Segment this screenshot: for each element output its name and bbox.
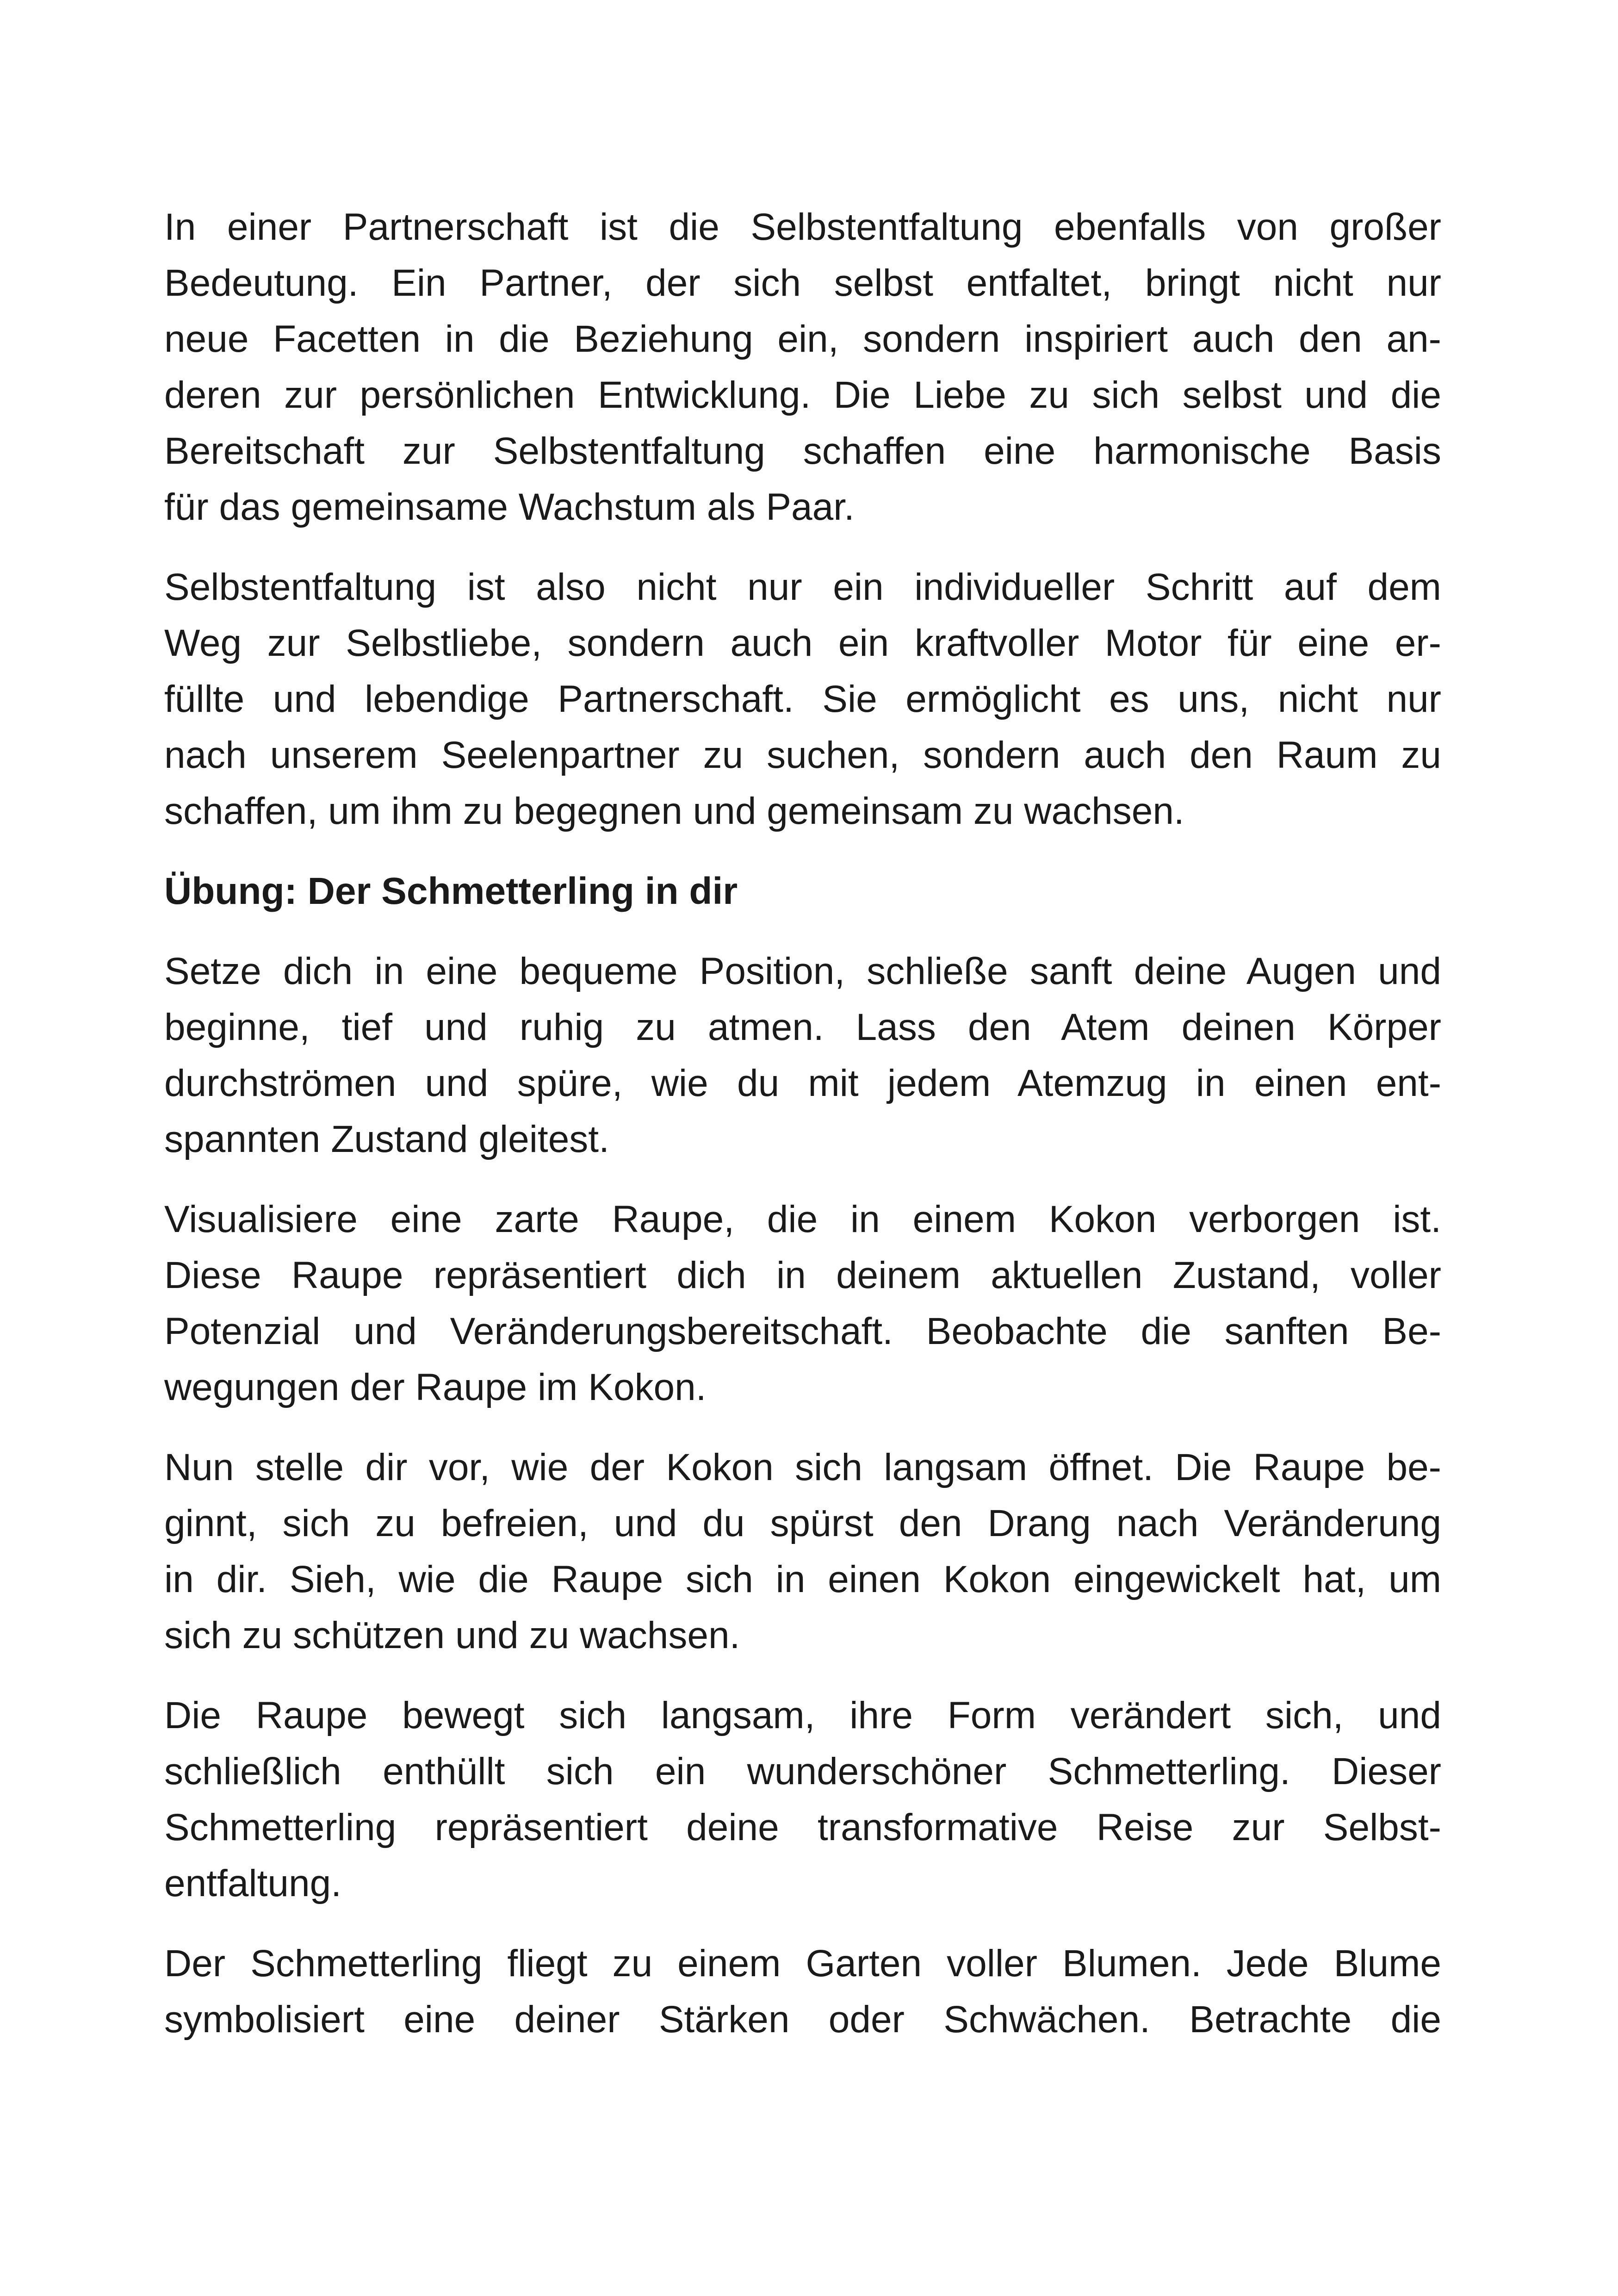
paragraph-exercise-intro [164, 943, 1441, 1167]
text-line: Die Raupe bewegt sich langsam, ihre Form verändert sich, und [164, 1694, 1441, 1736]
paragraph-partnership [164, 199, 1441, 535]
text-line: spannten Zustand gleitest. [164, 1118, 609, 1160]
text-line: sich zu schützen und zu wachsen. [164, 1614, 740, 1656]
text-line: füllte und lebendige Partnerschaft. Sie ermöglicht es uns, nicht nur [164, 678, 1441, 720]
text-line: entfaltung. [164, 1862, 341, 1904]
paragraph-butterfly [164, 1687, 1441, 1911]
text-line: Der Schmetterling fliegt zu einem Garten voller Blumen. Jede Blume [164, 1942, 1441, 1985]
text-line: Potenzial und Veränderungsbereitschaft. Beobachte die sanften Be- [164, 1310, 1441, 1352]
text-line: Bereitschaft zur Selbstentfaltung schaffen eine harmonische Basis [164, 430, 1441, 472]
text-line: schaffen, um ihm zu begegnen und gemeinsam zu wachsen. [164, 790, 1184, 832]
text-line: Setze dich in eine bequeme Position, schließe sanft deine Augen und [164, 950, 1441, 992]
text-line: symbolisiert eine deiner Stärken oder Schwächen. Betrachte die [164, 1998, 1441, 2041]
paragraph-self-development [164, 559, 1441, 839]
text-line: durchströmen und spüre, wie du mit jedem Atemzug in einen ent- [164, 1062, 1441, 1104]
text-line: in dir. Sieh, wie die Raupe sich in einen Kokon eingewickelt hat, um [164, 1558, 1441, 1600]
text-line: deren zur persönlichen Entwicklung. Die Liebe zu sich selbst und die [164, 374, 1441, 416]
text-line: Schmetterling repräsentiert deine transformative Reise zur Selbst- [164, 1806, 1441, 1848]
text-line: für das gemeinsame Wachstum als Paar. [164, 486, 855, 528]
paragraph-garden [164, 1935, 1441, 2047]
text-line: Weg zur Selbstliebe, sondern auch ein kraftvoller Motor für eine er- [164, 622, 1441, 664]
paragraph-cocoon-opens [164, 1439, 1441, 1663]
text-line: wegungen der Raupe im Kokon. [164, 1366, 707, 1408]
text-line: Selbstentfaltung ist also nicht nur ein individueller Schritt auf dem [164, 566, 1441, 608]
text-line: Nun stelle dir vor, wie der Kokon sich langsam öffnet. Die Raupe be- [164, 1446, 1441, 1488]
text-line: schließlich enthüllt sich ein wunderschöner Schmetterling. Dieser [164, 1750, 1441, 1792]
text-line: Bedeutung. Ein Partner, der sich selbst entfaltet, bringt nicht nur [164, 262, 1441, 304]
text-line: Diese Raupe repräsentiert dich in deinem aktuellen Zustand, voller [164, 1254, 1441, 1296]
body-text [164, 199, 1441, 2072]
text-line: Visualisiere eine zarte Raupe, die in einem Kokon verborgen ist. [164, 1198, 1441, 1240]
exercise-heading: Übung: Der Schmetterling in dir [164, 870, 738, 912]
text-line: neue Facetten in die Beziehung ein, sondern inspiriert auch den an- [164, 318, 1441, 360]
paragraph-caterpillar [164, 1191, 1441, 1415]
text-line: nach unserem Seelenpartner zu suchen, sondern auch den Raum zu [164, 734, 1441, 776]
text-line: beginne, tief und ruhig zu atmen. Lass den Atem deinen Körper [164, 1006, 1441, 1048]
text-line: In einer Partnerschaft ist die Selbstentfaltung ebenfalls von großer [164, 206, 1441, 248]
text-line: ginnt, sich zu befreien, und du spürst den Drang nach Veränderung [164, 1502, 1441, 1544]
